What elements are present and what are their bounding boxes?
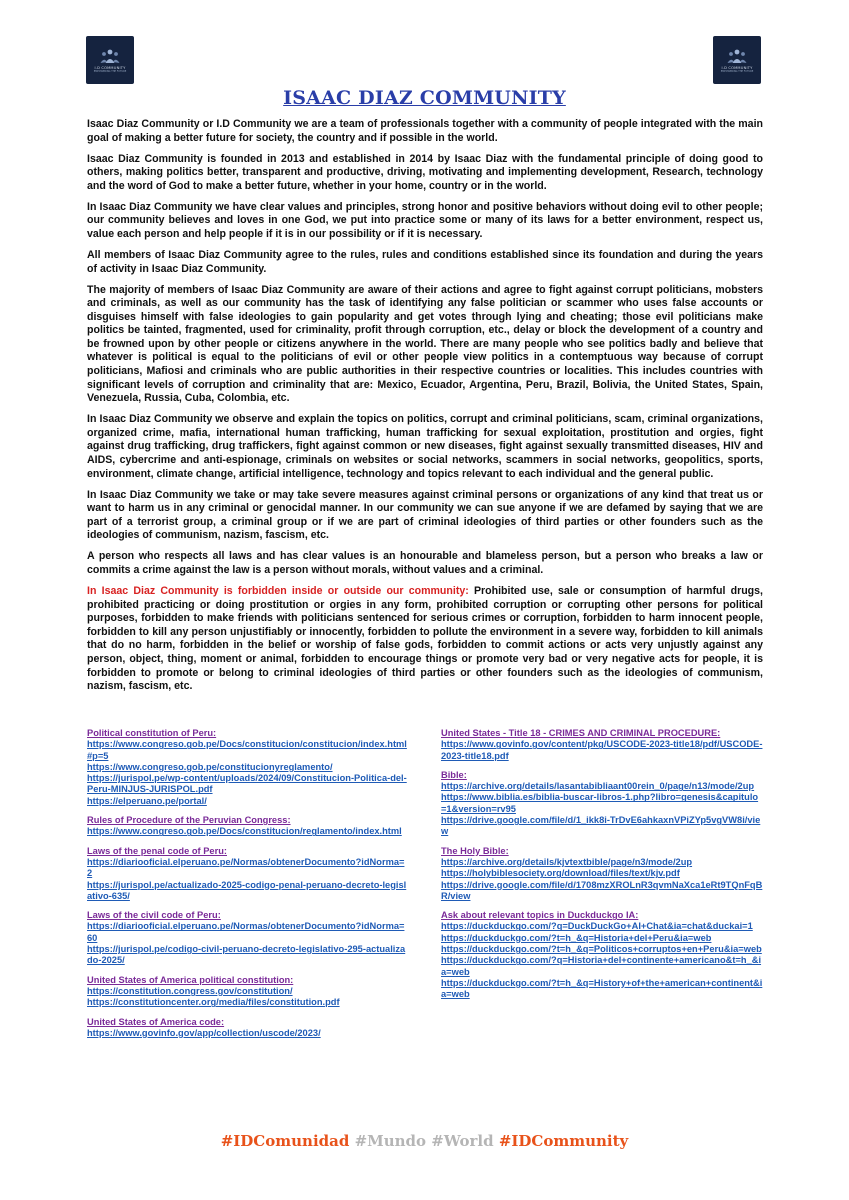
reference-link[interactable]: https://constitution.congress.gov/constitution/ xyxy=(87,985,293,996)
paragraph-rules: All members of Isaac Diaz Community agree to the rules, rules and conditions established since its foundation and during the years of activity in Isaac Diaz Community. xyxy=(87,248,763,275)
reference-group xyxy=(441,770,763,838)
reference-link[interactable]: https://diariooficial.elperuano.pe/Normas/obtenerDocumento?idNorma=2 xyxy=(87,856,405,879)
logo-subtext: EMPOWERING THE FUTURE xyxy=(720,70,754,74)
reference-link[interactable]: https://diariooficial.elperuano.pe/Normas/obtenerDocumento?idNorma=60 xyxy=(87,921,405,943)
hashtag-world[interactable]: #World xyxy=(431,1132,494,1150)
reference-link[interactable]: https://www.biblia.es/biblia-buscar-libros-1.php?libro=genesis&capitulo=1&version=rv95 xyxy=(441,792,759,814)
hashtag-idcomunidad[interactable]: #IDComunidad xyxy=(220,1132,350,1150)
reference-link[interactable]: https://www.congreso.gob.pe/constitucionyreglamento/ xyxy=(87,761,333,772)
reference-link[interactable]: https://www.govinfo.gov/content/pkg/USCODE-2023-title18/pdf/USCODE-2023-title18.pdf xyxy=(441,739,763,761)
reference-link[interactable]: https://duckduckgo.com/?q=DuckDuckGo+AI+Chat&ia=chat&duckai=1 xyxy=(441,921,753,932)
reference-title: Bible: xyxy=(441,769,467,780)
reference-link[interactable]: https://www.congreso.gob.pe/Docs/constitucion/constitucion/index.html#p=5 xyxy=(87,739,407,761)
page-title: ISAAC DIAZ COMMUNITY xyxy=(283,87,566,109)
logo-subtext: EMPOWERING THE FUTURE xyxy=(93,70,127,74)
reference-link[interactable]: https://elperuano.pe/portal/ xyxy=(87,795,207,806)
reference-link[interactable]: https://jurispol.pe/wp-content/uploads/2024/09/Constitucion-Politica-del-Peru-MINJUS-JURISPOL.pdf xyxy=(87,773,407,795)
hashtag-idcommunity[interactable]: #IDCommunity xyxy=(498,1132,629,1150)
reference-title: Political constitution of Peru: xyxy=(87,728,217,738)
paragraph-corruption: The majority of members of Isaac Diaz Community are aware of their actions and agree to fight against corrupt politicians, mobsters and criminals, as well as our community has the task of identifying any false politician or scammer who uses false accounts or disguises himself with false ideologies to gain popularity and get votes through lying and cheating; those evil politicians make politics be tainted, fragmented, used for criminality, profit through corruption, etc., delay or block the development of a country and be frowned upon by other people or citizens anywhere in the world. There are many people who see politics badly and believe that whatever is political is equal to the politicians of evil or other people view politics in a contemptuous way because of corrupt politicians, Mafiosi and criminals who are public authorities in their respective countries or localities. This includes countries with significant levels of corruption and criminality that are: Mexico, Ecuador, Argentina, Peru, Brazil, Bolivia, the United States, Spain, Venezuela, Russia, Cuba, Colombia, etc. xyxy=(87,283,763,405)
reference-link[interactable]: https://jurispol.pe/codigo-civil-peruano-decreto-legislativo-295-actualizado-2025/ xyxy=(87,944,406,966)
reference-link[interactable]: https://duckduckgo.com/?t=h_&q=Historia+del+Peru&ia=web xyxy=(441,932,712,943)
reference-title: Rules of Procedure of the Peruvian Congress: xyxy=(87,815,291,826)
reference-group xyxy=(87,910,409,966)
forbidden-text: Prohibited use, sale or consumption of harmful drugs, prohibited practicing or doing prostitution or orgies in any form, prohibited corruption or corrupting other persons for political purposes, forbidden to make friends with politicians sentenced for serious crimes or corruption, forbidden to harm innocent people, forbidden to kill any person unjustifiably or innocently, forbidden to pollute the environment in a severe way, forbidden to kill animals that do no harm, forbidden in the belief or worship of false gods, forbidden to commit actions or acts very unjustly against any person, object, thing, moment or animal, forbidden to encourage things or promote very bad or very negative acts for people, it is forbidden to promote or belong to criminal ideologies of third parties or other founders such as the ideologies of communism, nazism, fascism, etc. xyxy=(87,584,763,693)
reference-title: United States - Title 18 - CRIMES AND CRIMINAL PROCEDURE: xyxy=(441,728,721,738)
logo-left xyxy=(86,36,134,84)
reference-group xyxy=(87,1017,409,1040)
logo-right xyxy=(713,36,761,84)
group-people-icon xyxy=(99,47,121,65)
reference-link[interactable]: https://archive.org/details/kjvtextbible/page/n3/mode/2up xyxy=(441,856,693,867)
reference-link[interactable]: https://jurispol.pe/actualizado-2025-codigo-penal-peruano-decreto-legislativo-635/ xyxy=(87,879,407,901)
references-right-column xyxy=(441,728,763,1047)
logo-text: I.D COMMUNITY xyxy=(721,65,753,70)
group-people-icon xyxy=(726,47,748,65)
reference-title: Laws of the penal code of Peru: xyxy=(87,845,227,856)
reference-group xyxy=(87,815,409,838)
reference-link[interactable]: https://duckduckgo.com/?t=h_&q=Politicos+corruptos+en+Peru&ia=web xyxy=(441,944,762,955)
reference-link[interactable]: https://duckduckgo.com/?q=Historia+del+continente+americano&t=h_&ia=web xyxy=(441,955,762,977)
footer-hashtags xyxy=(0,1132,849,1150)
reference-group xyxy=(441,846,763,902)
reference-title: The Holy Bible: xyxy=(441,845,509,856)
document-body xyxy=(87,118,763,701)
reference-link[interactable]: https://www.congreso.gob.pe/Docs/constitucion/reglamento/index.html xyxy=(87,826,402,837)
reference-title: United States of America code: xyxy=(87,1016,225,1027)
reference-link[interactable]: https://drive.google.com/file/d/1_ikk8i-TrDvE6ahkaxnVPiZYp5vgVW8i/view xyxy=(441,815,761,837)
reference-link[interactable]: https://duckduckgo.com/?t=h_&q=History+of+the+american+continent&ia=web xyxy=(441,977,763,1000)
logo-text: I.D COMMUNITY xyxy=(94,65,126,70)
reference-link[interactable]: https://holybiblesociety.org/download/files/text/kjv.pdf xyxy=(441,868,680,879)
paragraph-forbidden xyxy=(87,585,763,694)
forbidden-lead: In Isaac Diaz Community is forbidden inside or outside our community: xyxy=(87,584,469,597)
reference-title: Ask about relevant topics in Duckduckgo IA: xyxy=(441,910,639,921)
reference-title: Laws of the civil code of Peru: xyxy=(87,910,221,921)
hashtag-mundo[interactable]: #Mundo xyxy=(354,1132,427,1150)
reference-link[interactable]: https://drive.google.com/file/d/1708mzXROLnR3qvmNaXca1eRt9TQnFqBR/view xyxy=(441,879,763,901)
reference-link[interactable]: https://www.govinfo.gov/app/collection/uscode/2023/ xyxy=(87,1027,321,1038)
paragraph-laws: A person who respects all laws and has clear values is an honourable and blameless person, but a person who breaks a law or commits a crime against the law is a person without morals, without values and a criminal. xyxy=(87,550,763,576)
paragraph-topics: In Isaac Diaz Community we observe and explain the topics on politics, corrupt and criminal politicians, scam, criminal organizations, organized crime, mafia, international human trafficking, human trafficking for sexual exploitation, prostitution and orgies, fight against drug trafficking, drug traffickers, fight against common or new diseases, fight against sexually transmitted diseases, HIV and AIDS, cybercrime and anti-espionage, criminals on websites or social networks, scammers in social networks, geopolitics, sports, environment, climate change, artificial intelligence, technology and topics relevant to each individual and the general public. xyxy=(87,413,763,480)
paragraph-founding: Isaac Diaz Community is founded in 2013 and established in 2014 by Isaac Diaz with the fundamental principle of doing good to others, making politics better, transparent and productive, driving, motivating and implementing development, Research, technology and the word of God to make a better future, whether in your home, country or in the world. xyxy=(87,152,763,192)
references xyxy=(87,728,763,1047)
reference-group xyxy=(87,728,409,807)
paragraph-values: In Isaac Diaz Community we have clear values and principles, strong honor and positive behaviors without doing evil to other people; our community believes and loves in one God, we put into practice some or many of its laws for a better environment, respect us, value each person and help people if it is in our possibility or if it is necessary. xyxy=(87,200,763,240)
paragraph-mission: Isaac Diaz Community or I.D Community we are a team of professionals together with a community of people integrated with the main goal of making a better future for society, the country and if possible in the world. xyxy=(87,118,763,144)
reference-group xyxy=(441,728,763,762)
reference-link[interactable]: https://constitutioncenter.org/media/files/constitution.pdf xyxy=(87,997,340,1008)
references-left-column xyxy=(87,728,409,1047)
reference-group xyxy=(87,846,409,902)
reference-group xyxy=(441,910,763,1000)
paragraph-measures: In Isaac Diaz Community we take or may take severe measures against criminal persons or organizations of any kind that treat us or want to harm us in any criminal or genocidal manner. In our community we can sue anyone if we are defamed by saying that we are part of a terrorist group, a criminal group or if we are part of criminal ideologies of third parties or other founders such as the ideologies of communism, nazism, fascism, etc. xyxy=(87,488,763,542)
reference-title: United States of America political constitution: xyxy=(87,974,294,985)
reference-group xyxy=(87,975,409,1009)
reference-link[interactable]: https://archive.org/details/lasantabibliaant00rein_0/page/n13/mode/2up xyxy=(441,781,755,792)
